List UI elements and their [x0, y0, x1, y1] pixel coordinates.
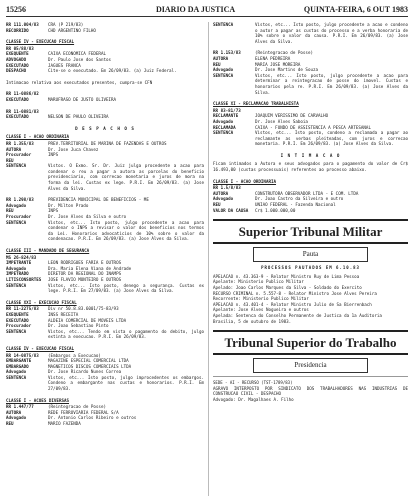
case-block: [6, 22, 204, 33]
case-field-label: Advogado: [213, 118, 234, 124]
court-banner-stm: Superior Tribunal Militar: [213, 219, 408, 244]
case-field-value: MARUFRASO DE JUSTO OLIVEIRA: [48, 96, 117, 102]
column-divider: [208, 22, 209, 496]
case-field-label: Advogado: [6, 265, 27, 271]
case-field-value: Dr. Jose Ricardo Nunes Correa: [48, 369, 122, 375]
case-field-label: RR 11-0886/82: [6, 91, 39, 97]
case-field-value: NELSON DE PAULO OLIVEIRA: [48, 114, 109, 120]
case-field-label: RR 83-81/73: [213, 107, 241, 113]
case-field-value: JOAQUIM VERISSIMO DE CARVALHO: [255, 113, 329, 119]
subsection-box-pauta: Pauta: [253, 247, 368, 262]
case-field-label: IMPETRANTE: [6, 260, 32, 266]
issue-date: QUINTA-FEIRA, 6 OUT 1983: [303, 5, 408, 14]
case-field-label: Advogado: [6, 415, 27, 421]
case-block: [6, 404, 204, 426]
subsection-box-presidencia: Presidencia: [253, 358, 368, 373]
pauta-list: [213, 274, 408, 324]
case-field-label: RR 1.5/8/83: [213, 185, 241, 191]
case-field-label: VALOR DA CAUSA: [213, 207, 249, 213]
section-heading: CLASSE I - ACAO ORDINARIA: [213, 178, 277, 184]
case-field-label: AUTORA: [213, 55, 229, 61]
case-field-label: RR 1.355/83: [6, 140, 34, 146]
case-field-label: RR 14-0875/83: [6, 352, 39, 358]
section-heading: CLASSE XXI - EXECUCAO FISCAL: [6, 299, 77, 305]
case-field-label: SENTENCA: [213, 22, 234, 27]
case-field-value: Vistos, etc... Isto posto, denego a segurança. Custas ex lege. P.R.I. Em 27/09/83. (a) Jose Alves da Silva.: [48, 282, 204, 294]
section-heading: CLASSE I - ACOES DIVERSAS: [6, 397, 70, 403]
case-field-value: MARIA JOSE MOREIRA: [255, 61, 301, 67]
notice-text: Intimacao relativa aos executados presentes, cumpra-se CFN: [6, 79, 153, 85]
case-row: [213, 73, 408, 95]
case-field-value: MAGNETICOS DISCOS COMERCIAIS LTDA: [48, 363, 132, 369]
case-field-label: Procurador: [6, 214, 32, 220]
case-field-label: RR 111.004/83: [6, 22, 39, 27]
case-row: [6, 114, 204, 120]
case-row: [213, 22, 408, 44]
case-row: [6, 329, 204, 340]
case-field-value: (Embargos a Execucao): [48, 352, 101, 358]
list-item: Apelante: Ministerio Publico Militar: [213, 279, 304, 285]
case-field-value: Vistos, etc... Isto posto, julgo procedente a acao para determinar a reintegracao de posse do imovel. Custas e honorarios pela re. P.R.I. Em 26/09/83. (a) Jose Alves da Silva.: [255, 72, 408, 95]
case-field-label: SENTENCA: [6, 374, 27, 380]
case-row: [6, 163, 204, 191]
case-field-label: Procurador: [6, 323, 32, 329]
case-field-label: Advogado: [213, 196, 234, 202]
case-field-value: Vistos. O Exmo. Sr. Dr. Juiz julga procedente a acao para condenar o reu a pagar a autora as parcelas do beneficio previdenciario, com correcao monetaria e juros de mora na forma da lei. Custas ex lege. P.R.I. Em 26/09/83. (a) Jose Alves da Silva.: [48, 163, 204, 191]
case-field-value: Dr. Jose Martins de Souza: [255, 67, 319, 73]
case-field-label: EXECUTADO: [6, 114, 29, 120]
case-field-label: DESPACHO: [6, 68, 27, 74]
case-field-value: INPS: [48, 208, 59, 214]
case-field-value: CONSTRUTORA OBSERVADOR LTDA - E COM. LTDA: [255, 190, 359, 196]
tst-text: AGRAVO INTERPOSTO POR SINDICATO DOS TRABALHADORES NAS INDUSTRIAS DE CONSTRUCAO CIVIL - DESPACHO: [213, 385, 408, 397]
case-field-value: REDE FERROVIARIA FEDERAL S/A: [48, 409, 119, 415]
list-item: APELACAO n. 43.363-9 - Relator Ministro Ruy de Lima Pessoa: [213, 273, 360, 279]
case-field-value: MAGAZINE ESPECIAL COMERCIAL LTDA: [48, 358, 129, 364]
case-field-label: SENTENCA: [6, 219, 27, 225]
case-field-label: RR 11-2275/83: [6, 306, 39, 312]
case-field-label: REU: [213, 61, 221, 67]
page-number: 15256: [6, 5, 26, 14]
case-field-value: PREV.TERRITORIAL DE MARINA DE FAZENDAS E OUTROS: [48, 140, 167, 146]
case-field-value: UNIAO FEDERAL - Fazenda Nacional: [255, 202, 336, 208]
court-banner-tst: Tribunal Superior do Trabalho: [213, 330, 408, 355]
case-field-label: SENTENCA: [6, 163, 27, 169]
case-field-label: LITISCONSORTES: [6, 276, 42, 282]
case-field-value: LEON RODRIGUES FARIA E OUTROS: [48, 260, 122, 266]
case-field-value: Dr. Jose Alves da Silva e outro: [48, 214, 127, 220]
list-item: APELACAO n. 43.401-4 - Relator Ministro Julio de Sa Bierrenbach: [213, 301, 372, 307]
case-field-label: MS 26-824/83: [6, 254, 37, 260]
case-field-label: AUTORA: [213, 190, 229, 196]
case-block: [6, 255, 204, 294]
case-field-label: REU: [213, 202, 221, 208]
case-field-value: PREVIDENCIA MUNICIPAL DE BENEFICIOS - ME: [48, 197, 149, 203]
case-field-label: AUTORA: [6, 146, 22, 152]
case-field-label: REU: [6, 208, 14, 214]
case-block: [6, 141, 204, 191]
case-row: [213, 208, 408, 214]
case-row: [6, 421, 204, 427]
list-item: Recorrente: Ministerio Publico Militar: [213, 296, 309, 302]
case-field-value: ALDEIA COMERCIAL DE MOVEIS LTDA: [48, 317, 127, 323]
section-heading: CLASSE IV - EXECUCAO FISCAL: [6, 345, 75, 351]
case-field-value: Dr. Jose Juca Chavez: [48, 146, 99, 152]
case-field-value: Dr. Joao Castro da Silveira e outro: [255, 196, 344, 202]
case-field-label: Advogado: [213, 67, 234, 73]
case-field-label: RR 11-0881/83: [6, 108, 39, 114]
list-item: Apelada: Sentenca do Conselho Permanente de Justica da 1a Auditoria: [213, 312, 382, 318]
case-row: [6, 375, 204, 392]
case-block: [6, 46, 204, 74]
case-block: [213, 108, 408, 147]
case-field-value: Dra. Maria Elena Viana de Andrade: [48, 265, 132, 271]
case-field-label: EXECUTADO: [6, 62, 29, 68]
pauta-note: PROCESSOS PAUTADOS EM 6.10.83: [261, 265, 360, 271]
case-block: [6, 353, 204, 392]
case-field-label: EMBARGANTE: [6, 358, 32, 364]
case-row: [6, 283, 204, 294]
case-field-value: DIRETOR DA REGIONAL DO INAMPS: [48, 271, 122, 277]
tst-note: SEDE - AI - RECURSO (TST-1789/83): [213, 380, 293, 386]
case-field-value: JOSE FLAVIO MONTEIRO E OUTROS: [48, 276, 122, 282]
case-row: [6, 28, 204, 34]
case-block: [213, 185, 408, 213]
case-field-label: RR 1.153/83: [213, 50, 241, 56]
case-field-value: (Reintegracao de Posse): [255, 50, 313, 56]
case-block: [6, 197, 204, 242]
divider: [213, 376, 408, 377]
section-heading: CLASSE I - ACAO ORDINARIA: [6, 134, 70, 140]
case-field-label: ADVOGADO: [6, 56, 27, 62]
case-field-value: JAGUES FRANCA: [48, 62, 81, 68]
case-field-label: IMPETRADO: [6, 271, 29, 277]
case-row: [6, 220, 204, 242]
case-field-value: Vistos, etc... Isto posto, julgo improcedentes os embargos. Condeno a embargante nas custas e honorarios. P.R.I. Em 27/09/83.: [48, 374, 204, 392]
header-rule: [6, 16, 408, 17]
case-field-value: Dr. Paulo Jose dos Santos: [48, 56, 112, 62]
case-field-label: Advogado: [6, 369, 27, 375]
right-column: [213, 22, 408, 403]
case-field-value: INPS: [48, 152, 59, 158]
journal-title: DIARIO DA JUSTICA: [156, 5, 236, 14]
case-row: [6, 97, 204, 103]
case-block: [213, 50, 408, 95]
case-field-label: EXECUTADO: [6, 96, 29, 102]
case-field-value: ELENA PEDREIRA: [255, 55, 291, 61]
case-field-value: Cite-se o executado. Em 26/09/83. (a) Juiz Federal.: [48, 68, 177, 74]
case-block: [6, 109, 204, 120]
case-field-label: EXEQUENTE: [6, 51, 29, 57]
section-heading: CLASSE IV - EXECUCAO FISCAL: [6, 39, 75, 45]
case-field-label: SENTENCA: [6, 282, 27, 288]
section-heading: CLASSE III - MANDADO DE SEGURANCA: [6, 248, 90, 253]
case-field-label: RR 1.447/77: [6, 404, 34, 410]
case-field-value: Vistos, etc... Isto posto, condeno a reclamada a pagar ao reclamante as verbas pleiteadas, com juros e correcao monetaria. P.R.I. Em 26/09/83. (a) Jose Alves da Silva.: [255, 130, 408, 147]
case-field-value: CAIXA ECONOMICA FEDERAL: [48, 51, 106, 57]
tst-signature: Advogado: Dr. Magalhaes A. Filho: [213, 396, 294, 402]
case-field-value: Dr. Joao Sebastiao Pinto: [48, 323, 109, 329]
case-field-value: Vistos, etc... Isto posto, julgo procedente a acao e condeno o autor a pagar as custas do processo e a verba honoraria de 10% sobre o valor da causa. P.R.I. Em 26/09/83. (a) Jose Alves da Silva.: [255, 22, 408, 44]
case-row: [6, 68, 204, 74]
section-title-intimacao: I N T I M A C A O: [280, 152, 341, 158]
case-field-label: REU: [6, 421, 14, 427]
case-field-label: SENTENCA: [213, 130, 234, 136]
case-field-value: Div nr 50.8.83.6001/75-83/93: [48, 306, 119, 312]
case-field-label: REU: [6, 157, 14, 163]
case-field-label: RECORRIDO: [6, 27, 29, 33]
left-column: [6, 22, 204, 433]
section-title-despachos: D E S P A C H O S: [75, 125, 135, 131]
case-block: [213, 22, 408, 44]
case-field-value: MARIO FAZENDA: [48, 421, 81, 427]
case-field-value: CRA (P 219/83): [48, 22, 84, 27]
case-field-value: CHD ARGENTINO FILHO: [48, 27, 96, 33]
list-item: Apelante: Jose Alves Nogueira e outros: [213, 307, 309, 313]
case-field-label: AUTORA: [6, 409, 22, 415]
case-field-value: (Reintegracao de Posse): [48, 404, 106, 410]
case-field-value: Vistos, etc... Tendo em vista o pagamento do debito, julgo extinta a execucao. P.R.I. Em 26/09/83.: [48, 328, 204, 340]
section-heading: CLASSE XI - RECLAMACAO TRABALHISTA: [213, 101, 299, 107]
case-field-value: INSS RECEITA: [48, 311, 79, 317]
case-row: [213, 130, 408, 147]
list-item: Apelado: Joao Carlos Marques da Silva - Soldado do Exercito: [213, 285, 362, 290]
case-field-label: Procurador: [6, 152, 32, 158]
case-field-label: EXECUTADO: [6, 317, 29, 323]
case-block: [6, 306, 204, 340]
case-field-label: SENTENCA: [6, 328, 27, 334]
list-item: RECURSO CRIMINAL n. 5.557-8 - Relator Ministro Jose Alves Pereira: [213, 290, 377, 296]
case-field-label: Advogado: [6, 202, 27, 208]
case-field-value: CAIXA - FUNDO DE ASSISTENCIA A PESCA ARTESANAL: [255, 124, 371, 130]
case-field-label: RECLAMANTE: [213, 113, 239, 119]
case-field-value: Dr. Milton Prado: [48, 202, 89, 208]
case-field-label: RECLAMADA: [213, 124, 236, 130]
case-field-label: EMBARGADO: [6, 363, 29, 369]
case-field-value: Dr. Antonio Carlos Ribeiro e outros: [48, 415, 137, 421]
case-field-value: Dr. Jose Alves Saboia: [255, 118, 308, 124]
case-field-label: EXEQUENTE: [6, 311, 29, 317]
case-field-value: Cr$ 1.000.000,00: [255, 207, 296, 213]
case-field-label: RR 1.298/83: [6, 197, 34, 203]
case-field-label: SENTENCA: [213, 72, 234, 78]
list-item: Brasilia, 5 de outubro de 1983.: [213, 318, 292, 324]
case-field-label: RR 05/88/83: [6, 45, 34, 51]
case-field-value: Vistos, etc... Isto posto, julgo procedente a acao para condenar o INPS a revisar o valor dos beneficios nos termos da Lei. Honorarios advocaticios de 10% sobre o valor da condenacao. P.R.I. Em 26/09/83. (a) Jose Alves da Silva.: [48, 219, 204, 242]
case-block: [6, 91, 204, 102]
page-header: [6, 3, 408, 17]
intimacao-text: Ficam intimados a Autora e seus advogados para o pagamento do valor de Cr$ 16.493,00 (custas processuais) referentes ao processo abaixo.: [213, 161, 408, 173]
